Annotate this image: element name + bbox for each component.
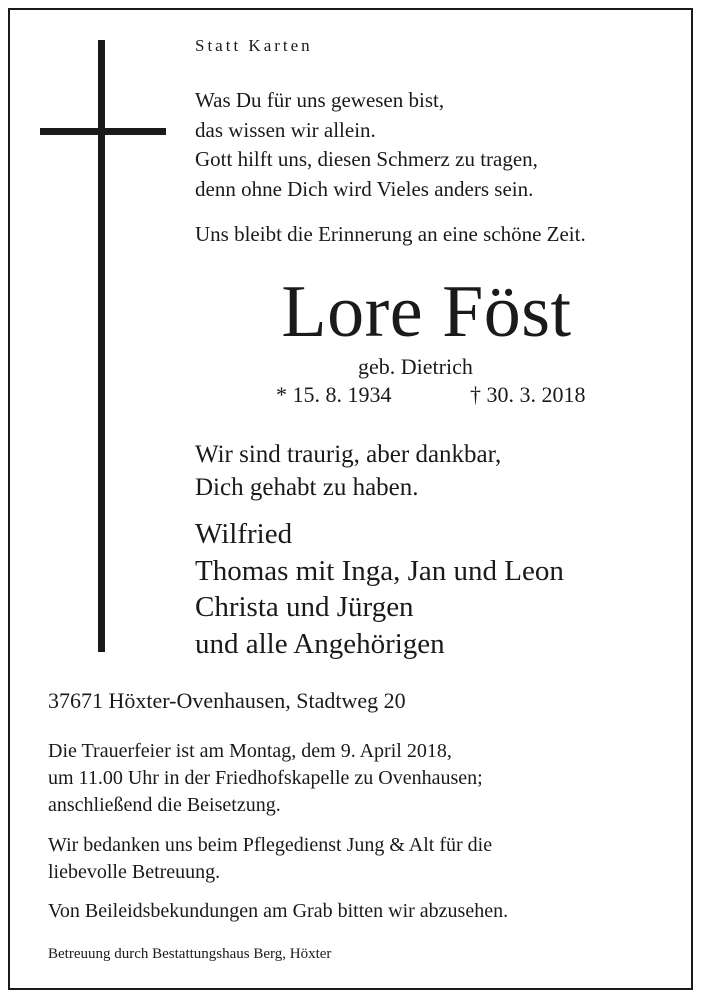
birth-date: * 15. 8. 1934 bbox=[276, 382, 392, 407]
death-date: † 30. 3. 2018 bbox=[470, 382, 586, 407]
ceremony-info bbox=[48, 738, 483, 819]
deceased-name: Lore Föst bbox=[281, 271, 572, 353]
header-text: Statt Karten bbox=[195, 36, 313, 55]
ceremony-line: Die Trauerfeier ist am Montag, dem 9. April 2018, bbox=[48, 740, 452, 762]
poem-line: Was Du für uns gewesen bist, bbox=[195, 88, 445, 112]
funeral-home-credit: Betreuung durch Bestattungshaus Berg, Höxter bbox=[48, 946, 332, 962]
poem-line: das wissen wir allein. bbox=[195, 117, 376, 142]
family-member: Christa und Jürgen bbox=[195, 591, 414, 623]
family-member: Thomas mit Inga, Jan und Leon bbox=[195, 554, 564, 587]
ceremony-line: anschließend die Beisetzung. bbox=[48, 794, 281, 816]
poem-line: denn ohne Dich wird Vieles anders sein. bbox=[195, 176, 534, 201]
family-list bbox=[195, 516, 564, 662]
thanks-line: Wir bedanken uns beim Pflegedienst Jung & Alt für die bbox=[48, 834, 493, 856]
grief-statement bbox=[195, 438, 501, 504]
thanks-line: liebevolle Betreuung. bbox=[48, 861, 221, 883]
grief-line: Wir sind traurig, aber dankbar, bbox=[195, 441, 502, 468]
condolences-note: Von Beileidsbekundungen am Grab bitten wir abzusehen. bbox=[48, 900, 509, 922]
maiden-name: geb. Dietrich bbox=[358, 354, 473, 379]
cross-horizontal-bar bbox=[40, 128, 166, 135]
poem bbox=[195, 86, 538, 204]
family-member: Wilfried bbox=[195, 518, 293, 550]
poem-line: Gott hilft uns, diesen Schmerz zu tragen, bbox=[195, 147, 538, 171]
ceremony-line: um 11.00 Uhr in der Friedhofskapelle zu Ovenhausen; bbox=[48, 767, 483, 789]
thanks-note bbox=[48, 832, 492, 886]
family-member: und alle Angehörigen bbox=[195, 627, 445, 660]
address: 37671 Höxter-Ovenhausen, Stadtweg 20 bbox=[48, 688, 406, 713]
grief-line: Dich gehabt zu haben. bbox=[195, 474, 419, 501]
memory-line: Uns bleibt die Erinnerung an eine schöne Zeit. bbox=[195, 222, 586, 246]
